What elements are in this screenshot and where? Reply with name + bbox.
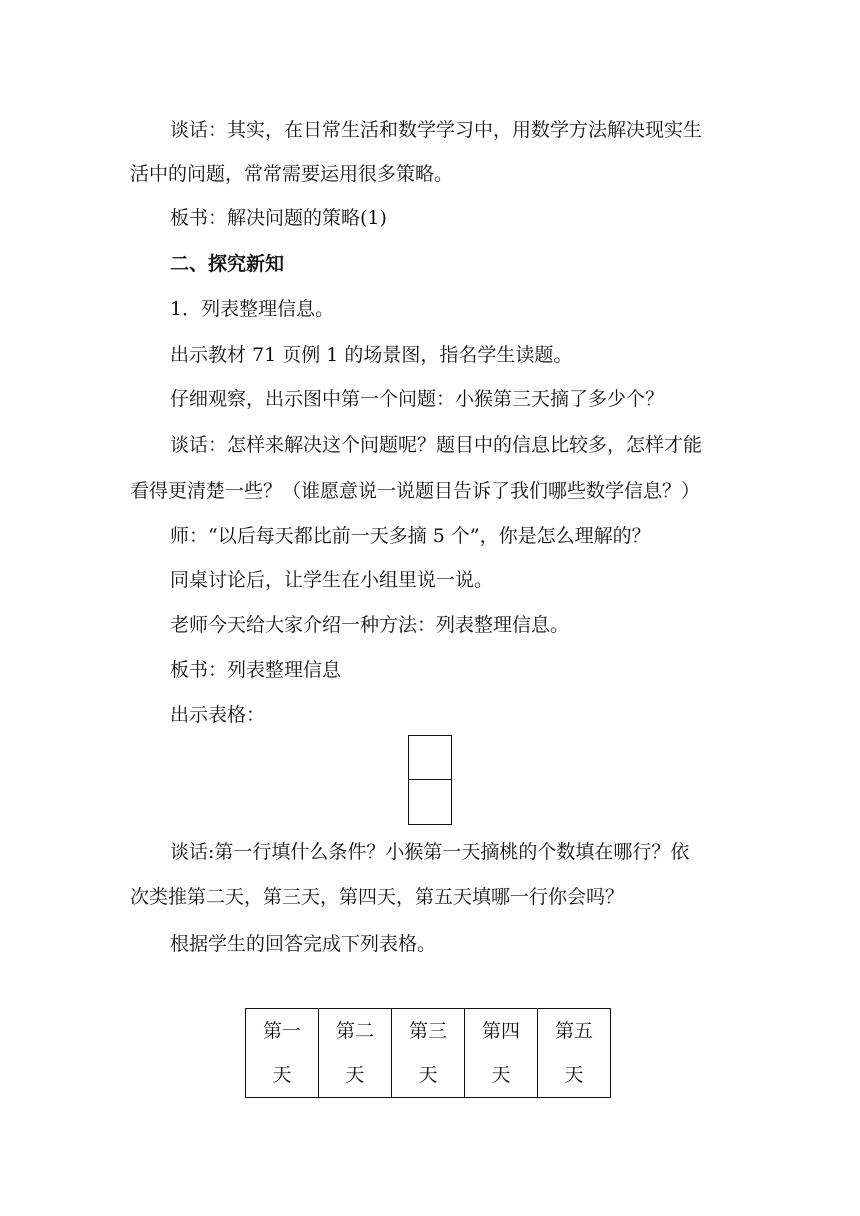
paragraph-board-title: 板书：解决问题的策略(1) (170, 207, 387, 229)
paragraph-show-table: 出示表格： (170, 704, 266, 726)
cell-text-bottom: 天 (491, 1064, 511, 1086)
cell-text-top: 第五 (554, 1020, 593, 1042)
cell-text-top: 第一 (262, 1020, 301, 1042)
talk2-text: 看得更清楚一些？ (130, 480, 283, 502)
cell-text-bottom: 天 (345, 1064, 365, 1086)
table-cell-day1 (246, 1009, 319, 1098)
days-table-row (246, 1009, 611, 1098)
paragraph-talk3-line2: 次类推第二天，第三天，第四天，第五天填哪一行你会吗？ (130, 886, 625, 908)
paragraph-talk2-line2 (130, 479, 700, 503)
talk2-aside: （谁愿意说一说题目告诉了我们哪些数学信息？） (282, 480, 701, 502)
cell-text-bottom: 天 (564, 1064, 584, 1086)
blank-table-divider (409, 779, 451, 780)
table-cell-day2 (319, 1009, 392, 1098)
paragraph-board-method: 板书：列表整理信息 (170, 659, 342, 681)
cell-text-top: 第三 (408, 1020, 447, 1042)
paragraph-step-1: 1．列表整理信息。 (170, 298, 335, 320)
section-heading: 二、探究新知 (170, 253, 285, 275)
paragraph-method: 老师今天给大家介绍一种方法：列表整理信息。 (170, 614, 570, 636)
paragraph-question: 仔细观察，出示图中第一个问题：小猴第三天摘了多少个？ (170, 388, 665, 410)
blank-table (408, 735, 452, 825)
table-cell-day4 (465, 1009, 538, 1098)
cell-text-bottom: 天 (272, 1064, 292, 1086)
days-table (245, 1008, 611, 1098)
paragraph-talk-line1: 谈话：其实，在日常生活和数学学习中，用数学方法解决现实生 (170, 119, 703, 141)
paragraph-talk2-line1: 谈话：怎样来解决这个问题呢？题目中的信息比较多，怎样才能 (170, 434, 703, 456)
paragraph-show-scene: 出示教材 71 页例 1 的场景图，指名学生读题。 (170, 344, 573, 366)
paragraph-teacher: 师：“以后每天都比前一天多摘 5 个”，你是怎么理解的？ (170, 525, 651, 547)
cell-text-top: 第二 (335, 1020, 374, 1042)
table-cell-day5 (538, 1009, 611, 1098)
paragraph-complete-table: 根据学生的回答完成下列表格。 (170, 933, 437, 955)
cell-text-top: 第四 (481, 1020, 520, 1042)
cell-text-bottom: 天 (418, 1064, 438, 1086)
paragraph-talk-line2: 活中的问题，常常需要运用很多策略。 (130, 163, 454, 185)
paragraph-talk3-line1: 谈话:第一行填什么条件？小猴第一天摘桃的个数填在哪行？依 (170, 841, 690, 863)
paragraph-discussion: 同桌讨论后，让学生在小组里说一说。 (170, 569, 494, 591)
table-cell-day3 (392, 1009, 465, 1098)
